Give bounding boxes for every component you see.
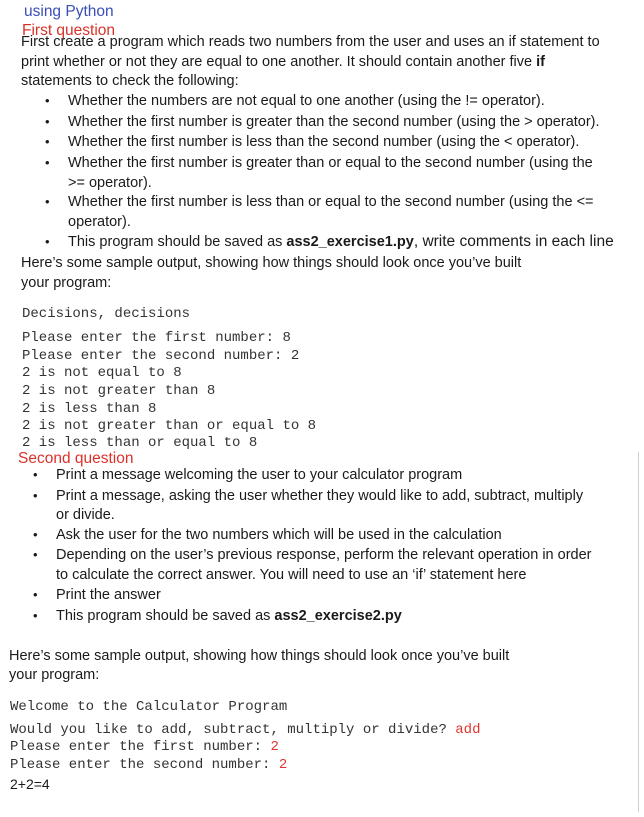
q1-output-line: 2 is not greater than or equal to 8 [22,418,317,434]
q2-bullet-1: Print a message welcoming the user to your calculator program [56,467,463,483]
q2-output-welcome: Welcome to the Calculator Program [10,699,288,715]
q2-output-ask-answer: add [455,722,481,738]
q2-bullet-3: Ask the user for the two numbers which will be used in the calculation [56,527,502,543]
q1-intro-line-2: print whether or not they are equal to one another. It should contain another five if [21,54,545,70]
q2-output-first: Please enter the first number: 2 [10,739,279,755]
q1-bullet-5-line-1: Whether the first number is less than or equal to the second number (using the <= [68,194,594,210]
bullet-icon: • [45,155,50,170]
q1-bullet-1: Whether the numbers are not equal to one another (using the != operator). [68,93,545,109]
q1-bullet-3: Whether the first number is less than the second number (using the < operator). [68,134,580,150]
q1-bullet-2: Whether the first number is greater than the second number (using the > operator). [68,114,600,130]
q2-bullet-5: Print the answer [56,587,161,603]
bullet-icon: • [45,134,50,149]
q2-bullet-4-line-1: Depending on the user’s previous response, perform the relevant operation in order [56,547,592,563]
q2-output-ask: Would you like to add, subtract, multiply or divide? add [10,722,481,738]
q2-output-first-value: 2 [270,739,279,755]
q1-sample-intro-line-2: your program: [21,275,112,291]
bullet-icon: • [45,114,50,129]
bullet-icon: • [33,608,38,623]
q2-output-second-value: 2 [278,757,288,773]
q2-bullet-4-line-2: to calculate the correct answer. You will need to use an ‘if’ statement here [56,567,527,583]
q1-bullet-5-line-2: operator). [68,214,131,230]
q2-bullet-2-line-1: Print a message, asking the user whether they would like to add, subtract, multiply [56,488,584,504]
bullet-icon: • [33,488,38,503]
q1-intro-line-3: statements to check the following: [21,73,239,89]
q1-output-line: 2 is not equal to 8 [22,365,182,381]
heading-second-question: Second question [18,450,134,467]
q1-sample-intro-line-1: Here’s some sample output, showing how things should look once you’ve built [21,255,522,271]
heading-using-python: using Python [24,3,114,20]
bullet-icon: • [33,527,38,542]
bullet-icon: • [45,93,50,108]
q2-bullet-2-line-2: or divide. [56,507,115,523]
bullet-icon: • [33,587,38,602]
q2-sample-intro-line-2: your program: [9,667,100,683]
q1-output-line: Please enter the second number: 2 [22,348,300,364]
q1-output-line: 2 is not greater than 8 [22,383,216,399]
bullet-icon: • [33,547,38,562]
q2-output-result: 2+2=4 [10,776,50,792]
q1-output-line: 2 is less than 8 [22,401,157,417]
q1-output-line: Please enter the first number: 8 [22,330,291,346]
page-edge-line [638,452,639,812]
q2-sample-intro-line-1: Here’s some sample output, showing how things should look once you’ve built [9,648,510,664]
q2-bullet-6: This program should be saved as ass2_exercise2.py [56,608,402,624]
q2-output-second: Please enter the second number: 2 [10,757,288,773]
q1-output-line: Decisions, decisions [22,306,191,322]
bullet-icon: • [45,194,50,209]
q1-bullet-4-line-1: Whether the first number is greater than or equal to the second number (using the [68,155,593,171]
bullet-icon: • [45,234,50,249]
q1-output-line: 2 is less than or equal to 8 [22,435,258,451]
q1-bullet-4-line-2: >= operator). [68,175,152,191]
q1-bullet-6: This program should be saved as ass2_exercise1.py, write comments in each line [68,233,614,250]
heading-first-question: First question [22,22,116,39]
bullet-icon: • [33,467,38,482]
q1-intro-line-1: First create a program which reads two numbers from the user and uses an if statement to [21,34,600,50]
